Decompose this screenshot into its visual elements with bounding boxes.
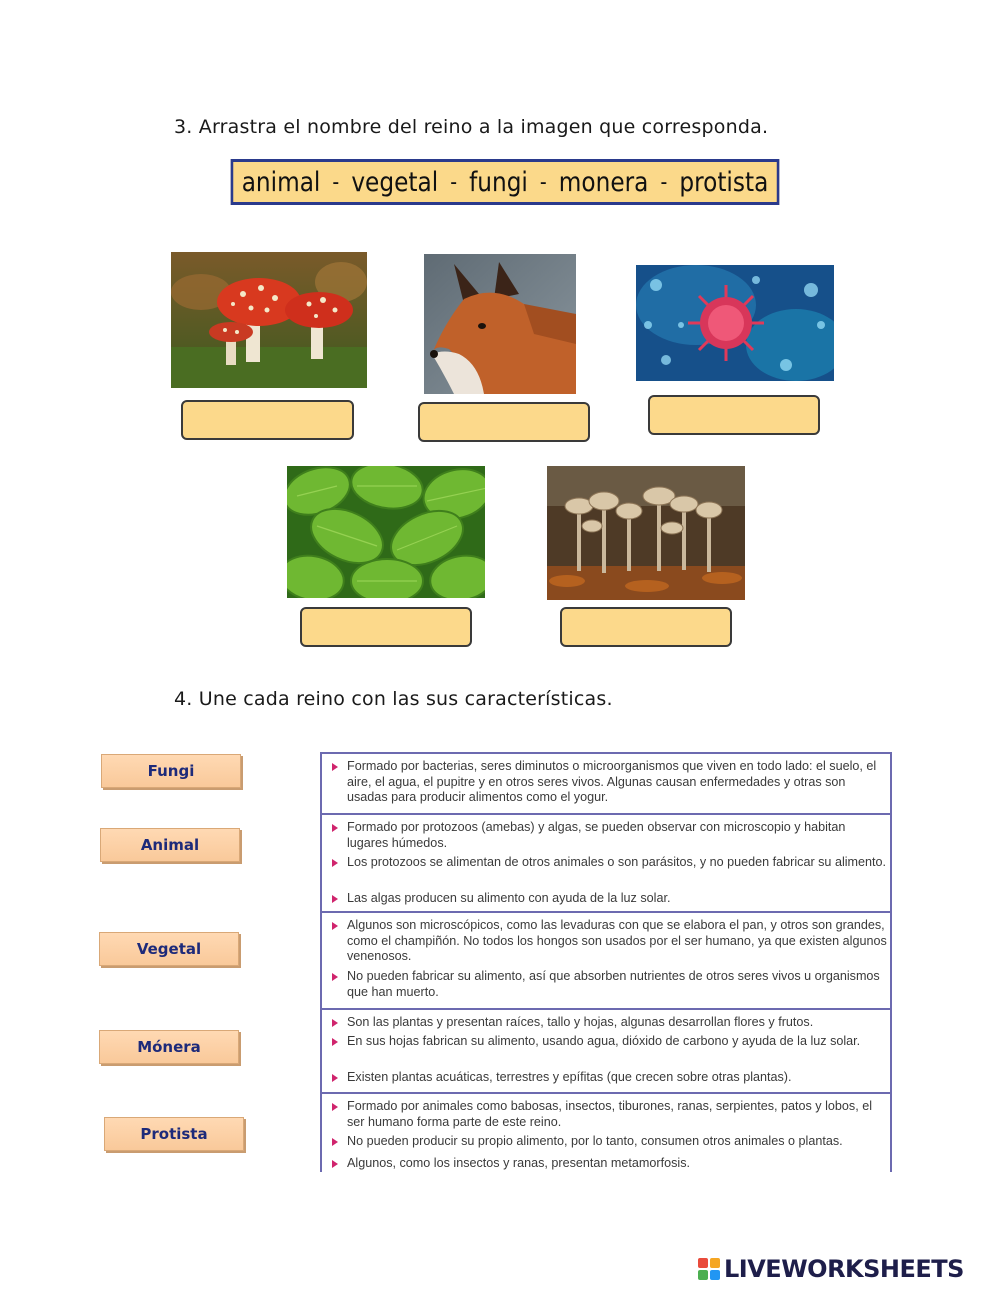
characteristic-text: Formado por bacterias, seres diminutos o microorganismos que viven en todo lado: el suelo, el aire, el agua, el pupitre y en otros seres vivos. Algunas causan enfermedades y otras son usadas para producir alimentos como el yogur. bbox=[347, 759, 877, 804]
brown-mushrooms-photo bbox=[547, 466, 745, 600]
logo-grid-icon bbox=[698, 1258, 720, 1280]
table-row[interactable] bbox=[322, 815, 890, 913]
bullet-icon bbox=[332, 763, 338, 771]
characteristic-text: Las algas producen su alimento con ayuda de la luz solar. bbox=[347, 891, 671, 905]
bullet-icon bbox=[332, 824, 338, 832]
bullet-icon bbox=[332, 1138, 338, 1146]
bullet-icon bbox=[332, 922, 338, 930]
characteristic-text: Los protozoos se alimentan de otros animales o son parásitos, y no pueden fabricar su alimento. bbox=[347, 855, 887, 869]
bullet-icon bbox=[332, 859, 338, 867]
table-row[interactable] bbox=[322, 1094, 890, 1174]
green-leaves-photo bbox=[287, 466, 485, 598]
characteristic-text: No pueden fabricar su alimento, así que absorben nutrientes de otros seres vivos u organismos que han muerto. bbox=[347, 969, 880, 999]
kingdom-label-vegetal[interactable]: Vegetal bbox=[99, 932, 239, 966]
separator: - bbox=[539, 169, 547, 195]
kingdom-label-fungi[interactable]: Fungi bbox=[101, 754, 241, 788]
bullet-icon bbox=[332, 1038, 338, 1046]
bullet-icon bbox=[332, 1160, 338, 1168]
section-3-heading: 3. Arrastra el nombre del reino a la imagen que corresponda. bbox=[174, 116, 769, 138]
drop-target-virus[interactable] bbox=[648, 395, 820, 435]
characteristics-table bbox=[320, 752, 892, 1172]
characteristic-text: Existen plantas acuáticas, terrestres y epífitas (que crecen sobre otras plantas). bbox=[347, 1070, 792, 1084]
table-row[interactable] bbox=[322, 913, 890, 1010]
bullet-icon bbox=[332, 973, 338, 981]
drop-target-leaves[interactable] bbox=[300, 607, 472, 647]
separator: - bbox=[450, 169, 458, 195]
characteristic-text: Formado por animales como babosas, insectos, tiburones, ranas, serpientes, patos y lobos, el ser humano forma parte de este reino. bbox=[347, 1099, 873, 1129]
liveworksheets-logo bbox=[698, 1255, 964, 1283]
bullet-icon bbox=[332, 1019, 338, 1027]
kingdom-label-protista[interactable]: Protista bbox=[104, 1117, 244, 1151]
drop-target-brown-mushrooms[interactable] bbox=[560, 607, 732, 647]
drop-target-fox[interactable] bbox=[418, 402, 590, 442]
logo-text: LIVEWORKSHEETS bbox=[724, 1255, 964, 1283]
word-protista[interactable]: protista bbox=[679, 166, 769, 198]
characteristic-text: Son las plantas y presentan raíces, tallo y hojas, algunas desarrollan flores y frutos. bbox=[347, 1015, 814, 1029]
word-monera[interactable]: monera bbox=[558, 166, 649, 198]
characteristic-text: Formado por protozoos (amebas) y algas, se pueden observar con microscopio y habitan lugares húmedos. bbox=[347, 820, 846, 850]
section-4-heading: 4. Une cada reino con las sus características. bbox=[174, 688, 613, 710]
separator: - bbox=[660, 169, 668, 195]
kingdom-label-animal[interactable]: Animal bbox=[100, 828, 240, 862]
characteristic-text: En sus hojas fabrican su alimento, usando agua, dióxido de carbono y ayuda de la luz solar. bbox=[347, 1034, 861, 1048]
table-row[interactable] bbox=[322, 754, 890, 815]
bullet-icon bbox=[332, 1103, 338, 1111]
table-row[interactable] bbox=[322, 1010, 890, 1094]
word-fungi[interactable]: fungi bbox=[469, 166, 528, 198]
virus-cells-photo bbox=[636, 265, 834, 381]
word-animal[interactable]: animal bbox=[241, 166, 321, 198]
fox-photo bbox=[424, 254, 576, 394]
word-bank bbox=[231, 159, 780, 205]
characteristic-text: Algunos, como los insectos y ranas, presentan metamorfosis. bbox=[347, 1156, 690, 1170]
separator: - bbox=[332, 169, 340, 195]
drop-target-mushrooms[interactable] bbox=[181, 400, 354, 440]
bullet-icon bbox=[332, 895, 338, 903]
characteristic-text: No pueden producir su propio alimento, por lo tanto, consumen otros animales o plantas. bbox=[347, 1134, 843, 1148]
characteristic-text: Algunos son microscópicos, como las levaduras con que se elabora el pan, y otros son grandes, como el champiñón. No todos los hongos son usados por el ser humano, ya que existen algunos venenosos. bbox=[347, 918, 887, 963]
word-vegetal[interactable]: vegetal bbox=[351, 166, 439, 198]
kingdom-label-monera[interactable]: Mónera bbox=[99, 1030, 239, 1064]
bullet-icon bbox=[332, 1074, 338, 1082]
red-mushrooms-photo bbox=[171, 252, 367, 388]
